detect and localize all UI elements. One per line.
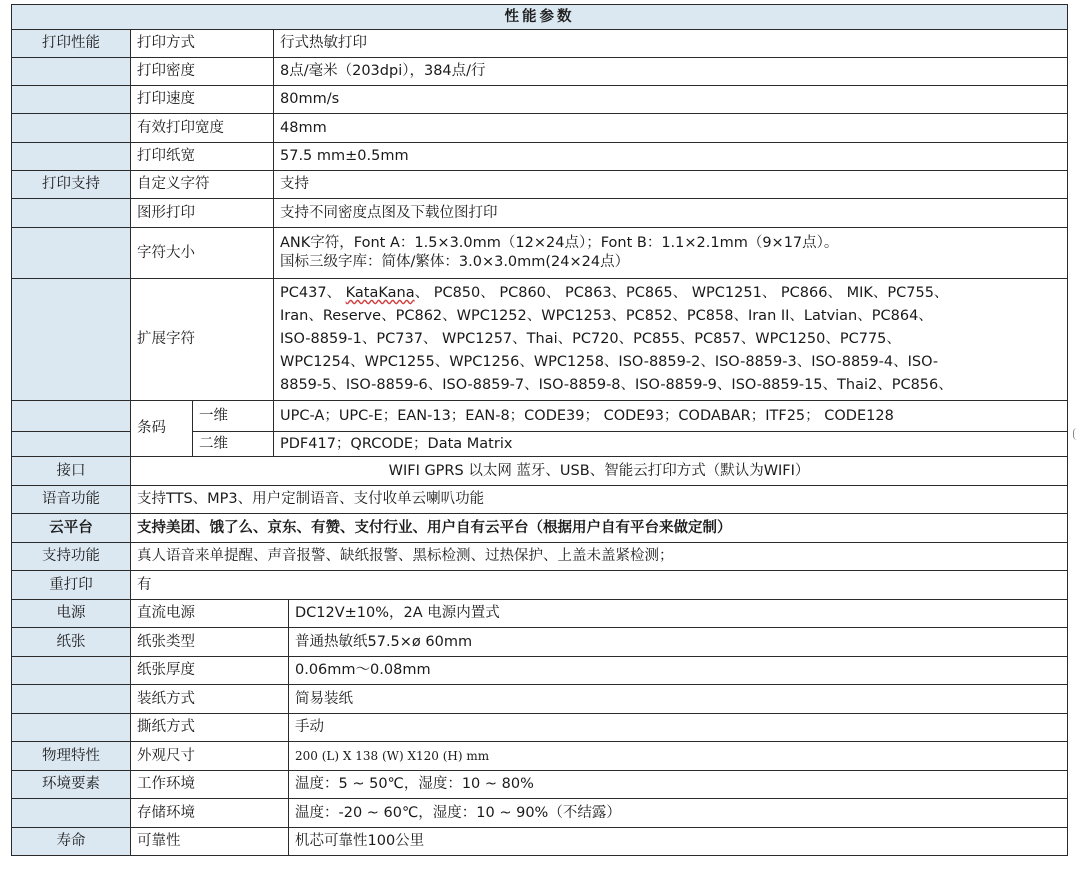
table-row [12,628,1068,657]
table-row [12,114,1068,143]
category-filler [12,432,131,457]
spellcheck-underlined-word: KataKana [345,285,415,301]
barcode-2d-label: 二维 [193,432,274,457]
spec-value: 机芯可靠性100公里 [289,828,1068,856]
page-edge-mark [1073,428,1077,440]
category-filler [12,799,131,828]
table-row [12,279,1068,401]
spec-key: 存储环境 [131,799,289,828]
spec-value: 温度：-20 ~ 60℃，湿度：10 ~ 90%（不结露） [289,799,1068,828]
table-row [12,143,1068,171]
table-row [12,401,1068,432]
category-filler [12,86,131,114]
table-title: 性能参数 [12,5,1068,30]
table-row [12,486,1068,514]
category-filler [12,114,131,143]
category-filler [12,228,131,279]
spec-value: 48mm [274,114,1068,143]
category-filler [12,685,131,714]
category-interface: 接口 [12,457,131,486]
char-size-line-2: 国标三级字库：简体/繁体：3.0×3.0mm(24×24点） [280,254,630,270]
category-functions: 支持功能 [12,543,131,571]
spec-key: 纸张类型 [131,628,289,657]
spec-key: 装纸方式 [131,685,289,714]
category-reprint: 重打印 [12,571,131,600]
spec-key-barcode: 条码 [131,401,193,457]
spec-key: 有效打印宽度 [131,114,274,143]
barcode-2d-value: PDF417；QRCODE；Data Matrix [274,432,1068,457]
category-env: 环境要素 [12,771,131,799]
spec-table [11,4,1068,856]
barcode-1d-label: 一维 [193,401,274,432]
table-row [12,799,1068,828]
functions-value: 真人语音来单提醒、声音报警、缺纸报警、黑标检测、过热保护、上盖未盖紧检测； [131,543,1068,571]
category-filler [12,199,131,228]
ext-char-line-1: PC437、 KataKana、 PC850、 PC860、 PC863、PC865、 WPC1251、 PC866、 MIK、PC755、 [280,285,949,301]
table-row [12,171,1068,199]
spec-key: 扩展字符 [131,279,274,401]
spec-value: 支持不同密度点图及下载位图打印 [274,199,1068,228]
category-filler [12,401,131,432]
ext-char-line-5: 8859-5、ISO-8859-6、ISO-8859-7、ISO-8859-8、ISO-8859-9、ISO-8859-15、Thai2、PC856、 [280,377,953,393]
category-filler [12,143,131,171]
table-row [12,228,1068,279]
spec-value: 8点/毫米（203dpi），384点/行 [274,58,1068,86]
spec-value: DC12V±10%，2A 电源内置式 [289,600,1068,628]
spec-value-char-size [274,228,1068,279]
category-filler [12,279,131,401]
spec-value: 行式热敏打印 [274,30,1068,58]
spec-key: 外观尺寸 [131,742,289,771]
table-row [12,457,1068,486]
ext-char-line-2: Iran、Reserve、PC862、WPC1252、WPC1253、PC852、PC858、Iran II、Latvian、PC864、 [280,308,933,324]
table-row [12,571,1068,600]
char-size-line-1: ANK字符，Font A：1.5×3.0mm（12×24点）；Font B：1.1×2.1mm（9×17点）。 [280,235,839,251]
category-voice: 语音功能 [12,486,131,514]
interface-value: WIFI GPRS 以太网 蓝牙、USB、智能云打印方式（默认为WIFI） [131,457,1068,486]
table-row [12,600,1068,628]
spec-value: 简易装纸 [289,685,1068,714]
category-cloud: 云平台 [12,514,131,543]
table-row [12,514,1068,543]
table-row [12,58,1068,86]
spec-key: 直流电源 [131,600,289,628]
category-life: 寿命 [12,828,131,856]
spec-sheet [11,4,1067,868]
spec-key: 可靠性 [131,828,289,856]
voice-value: 支持TTS、MP3、用户定制语音、支付收单云喇叭功能 [131,486,1068,514]
spec-key: 打印纸宽 [131,143,274,171]
category-print-perf: 打印性能 [12,30,131,58]
spec-key: 字符大小 [131,228,274,279]
table-title-row [12,5,1068,30]
table-row [12,685,1068,714]
spec-value: 0.06mm～0.08mm [289,657,1068,685]
spec-key: 自定义字符 [131,171,274,199]
category-physical: 物理特性 [12,742,131,771]
spec-value: 温度：5 ~ 50℃，湿度：10 ~ 80% [289,771,1068,799]
table-row [12,771,1068,799]
reprint-value: 有 [131,571,1068,600]
spec-key: 打印速度 [131,86,274,114]
ext-char-line-3: ISO-8859-1、PC737、 WPC1257、Thai、PC720、PC855、PC857、WPC1250、PC775、 [280,331,901,347]
cloud-value: 支持美团、饿了么、京东、有赞、支付行业、用户自有云平台（根据用户自有平台来做定制） [131,514,1068,543]
spec-value: 手动 [289,714,1068,742]
table-row [12,543,1068,571]
table-row [12,199,1068,228]
spec-value: 57.5 mm±0.5mm [274,143,1068,171]
category-filler [12,714,131,742]
spec-key: 打印方式 [131,30,274,58]
table-row [12,86,1068,114]
spec-value-ext-char [274,279,1068,401]
spec-value: 支持 [274,171,1068,199]
spec-key: 工作环境 [131,771,289,799]
category-print-support: 打印支持 [12,171,131,199]
category-power: 电源 [12,600,131,628]
category-paper: 纸张 [12,628,131,657]
spec-key: 打印密度 [131,58,274,86]
table-row [12,714,1068,742]
category-filler [12,657,131,685]
ext-char-line-4: WPC1254、WPC1255、WPC1256、WPC1258、ISO-8859-2、ISO-8859-3、ISO-8859-4、ISO- [280,354,939,370]
spec-key: 撕纸方式 [131,714,289,742]
table-row [12,657,1068,685]
table-row [12,828,1068,856]
table-row [12,742,1068,771]
spec-key: 图形打印 [131,199,274,228]
spec-key: 纸张厚度 [131,657,289,685]
barcode-1d-value: UPC-A；UPC-E；EAN-13；EAN-8；CODE39； CODE93；CODABAR；ITF25； CODE128 [274,401,1068,432]
spec-value: 普通热敏纸57.5×ø 60mm [289,628,1068,657]
spec-value: 200 (L) X 138 (W) X120 (H) mm [289,742,1068,771]
category-filler [12,58,131,86]
spec-value: 80mm/s [274,86,1068,114]
table-row [12,30,1068,58]
